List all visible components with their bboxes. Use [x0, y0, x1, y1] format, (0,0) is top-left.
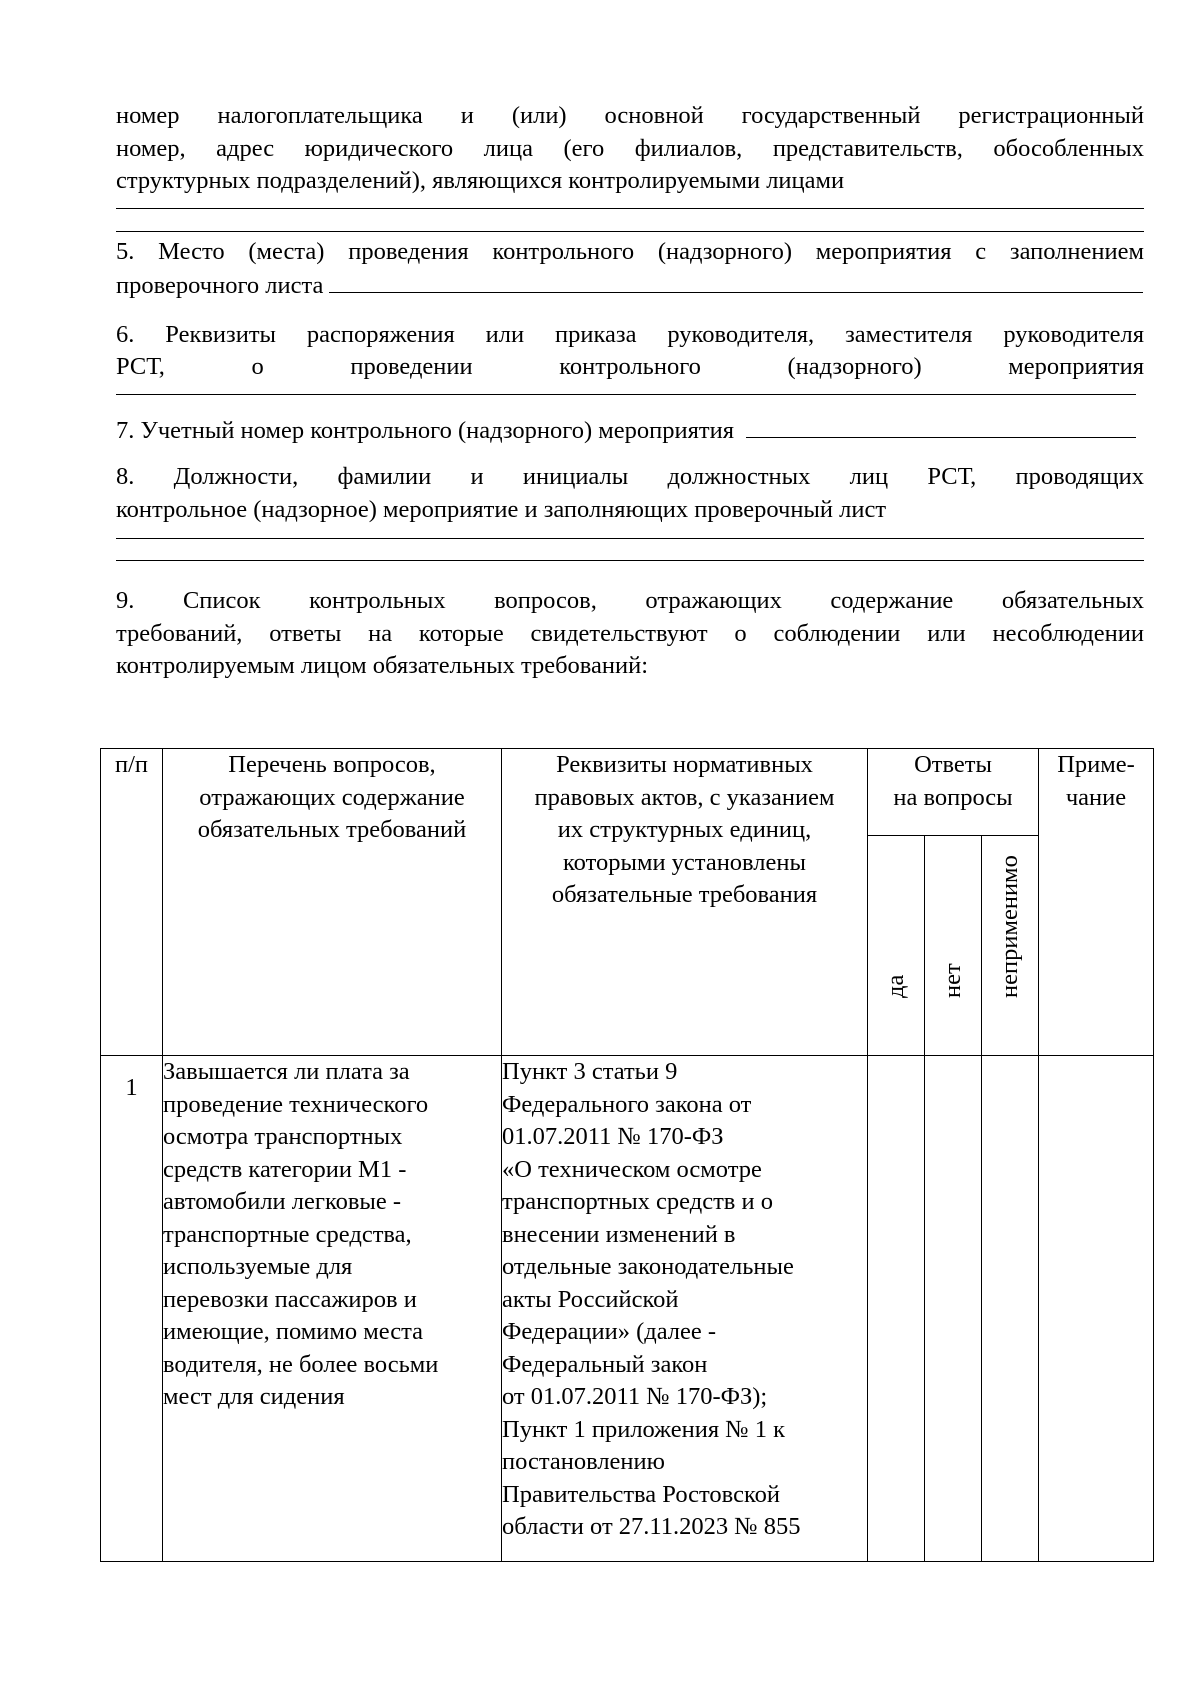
note-cell[interactable]: [1039, 1056, 1154, 1562]
intro-line: номер налогоплательщика и (или) основной государственный регистрационный: [116, 102, 1144, 129]
header-num: п/п: [101, 749, 163, 1056]
intro-line: номер, адрес юридического лица (его филиалов, представительств, обособленных: [116, 134, 1144, 162]
header-line: их структурных единиц,: [557, 816, 812, 843]
header-line: на вопросы: [893, 783, 1013, 811]
cell-line: области от 27.11.2023 № 855: [502, 1513, 801, 1540]
item-6-word: (надзорного): [787, 353, 922, 380]
header-yes-label: да: [882, 974, 909, 998]
header-line: отражающих содержание: [199, 783, 465, 811]
header-no: [925, 836, 982, 1056]
cell-line: Федерации» (далее -: [502, 1318, 717, 1345]
cell-line: внесении изменений в: [502, 1220, 736, 1248]
cell-line: водителя, не более восьми: [163, 1350, 439, 1378]
cell-line: от 01.07.2011 № 170-ФЗ);: [502, 1383, 768, 1410]
item-9-line: требований, ответы на которые свидетельствуют о соблюдении или несоблюдении: [116, 619, 1144, 647]
header-yes: [868, 836, 925, 1056]
row-question: [163, 1056, 502, 1562]
item-9: [116, 585, 1144, 683]
item-6-word: РСТ,: [116, 353, 165, 380]
cell-line: используемые для: [163, 1253, 353, 1280]
cell-line: Правительства Ростовской: [502, 1480, 781, 1508]
cell-line: транспортных средств и о: [502, 1188, 773, 1215]
cell-line: перевозки пассажиров и: [163, 1285, 417, 1313]
answer-na-cell[interactable]: [982, 1056, 1039, 1562]
header-line: Перечень вопросов,: [228, 751, 436, 778]
item-6: [116, 319, 1144, 395]
cell-line: средств категории М1 -: [163, 1155, 407, 1183]
header-line: Ответы: [914, 751, 992, 778]
record-number-blank[interactable]: [746, 413, 1136, 438]
header-line: обязательных требований: [197, 816, 467, 843]
header-line: обязательные требования: [551, 881, 818, 908]
blank-line[interactable]: [116, 538, 1144, 539]
item-5-line: 5. Место (места) проведения контрольного (надзорного) мероприятия с заполнением: [116, 237, 1144, 265]
item-5: [116, 236, 1144, 303]
blank-line[interactable]: [116, 560, 1144, 561]
cell-line: «О техническом осмотре: [502, 1155, 762, 1183]
header-no-label: нет: [939, 962, 966, 998]
place-blank[interactable]: [329, 268, 1143, 293]
header-questions: [163, 749, 502, 1056]
header-line: Реквизиты нормативных: [556, 751, 813, 778]
cell-line: Пункт 1 приложения № 1 к: [502, 1415, 786, 1443]
item-8-line: контрольное (надзорное) мероприятие и заполняющих проверочный лист: [116, 495, 887, 523]
item-6-word: проведении: [350, 353, 473, 380]
intro-line: структурных подразделений), являющихся контролируемыми лицами: [116, 167, 845, 194]
item-8-line: 8. Должности, фамилии и инициалы должностных лиц РСТ, проводящих: [116, 463, 1144, 490]
header-line: правовых актов, с указанием: [534, 783, 835, 811]
cell-line: мест для сидения: [163, 1383, 345, 1410]
item-5-line: проверочного листа: [116, 272, 324, 299]
document-page: [116, 100, 1144, 683]
row-requisites: [502, 1056, 868, 1562]
cell-line: акты Российской: [502, 1285, 679, 1313]
item-9-line: 9. Список контрольных вопросов, отражающих содержание обязательных: [116, 587, 1144, 614]
item-7: [116, 413, 1136, 448]
cell-line: осмотра транспортных: [163, 1123, 403, 1150]
cell-line: Завышается ли плата за: [163, 1058, 410, 1085]
item-9-line: контролируемым лицом обязательных требований:: [116, 652, 649, 679]
header-line: Приме-: [1057, 751, 1135, 778]
item-7-label: 7. Учетный номер контрольного (надзорного) мероприятия: [116, 416, 734, 444]
blank-line[interactable]: [116, 231, 1144, 232]
table-header-row: [101, 749, 1154, 836]
cell-line: Федерального закона от: [502, 1090, 752, 1118]
cell-line: Пункт 3 статьи 9: [502, 1058, 678, 1085]
header-na: [982, 836, 1039, 1056]
header-line: чание: [1065, 783, 1127, 811]
table-row: [101, 1056, 1154, 1562]
checklist-table: [100, 748, 1154, 1562]
cell-line: 01.07.2011 № 170-ФЗ: [502, 1123, 724, 1150]
header-answers: [868, 749, 1039, 836]
cell-line: проведение технического: [163, 1090, 429, 1118]
item-6-word: о: [251, 353, 264, 380]
cell-line: автомобили легковые -: [163, 1188, 402, 1215]
header-line: которыми установлены: [563, 848, 806, 876]
cell-line: отдельные законодательные: [502, 1253, 794, 1280]
answer-no-cell[interactable]: [925, 1056, 982, 1562]
item-6-line: [116, 351, 1144, 384]
cell-line: Федеральный закон: [502, 1350, 708, 1378]
header-requisites: [502, 749, 868, 1056]
header-na-label: неприменимо: [996, 854, 1023, 998]
cell-line: имеющие, помимо места: [163, 1318, 424, 1345]
item-8: [116, 461, 1144, 561]
intro-paragraph: [116, 100, 1144, 198]
cell-line: постановлению: [502, 1448, 665, 1475]
answer-yes-cell[interactable]: [868, 1056, 925, 1562]
header-note: [1039, 749, 1154, 1056]
order-blank[interactable]: [116, 394, 1136, 395]
cell-line: транспортные средства,: [163, 1220, 412, 1248]
row-num: 1: [101, 1056, 163, 1562]
blank-line[interactable]: [116, 208, 1144, 209]
item-6-line: 6. Реквизиты распоряжения или приказа руководителя, заместителя руководителя: [116, 320, 1144, 348]
item-6-word: мероприятия: [1008, 353, 1144, 380]
item-6-word: контрольного: [559, 353, 701, 380]
